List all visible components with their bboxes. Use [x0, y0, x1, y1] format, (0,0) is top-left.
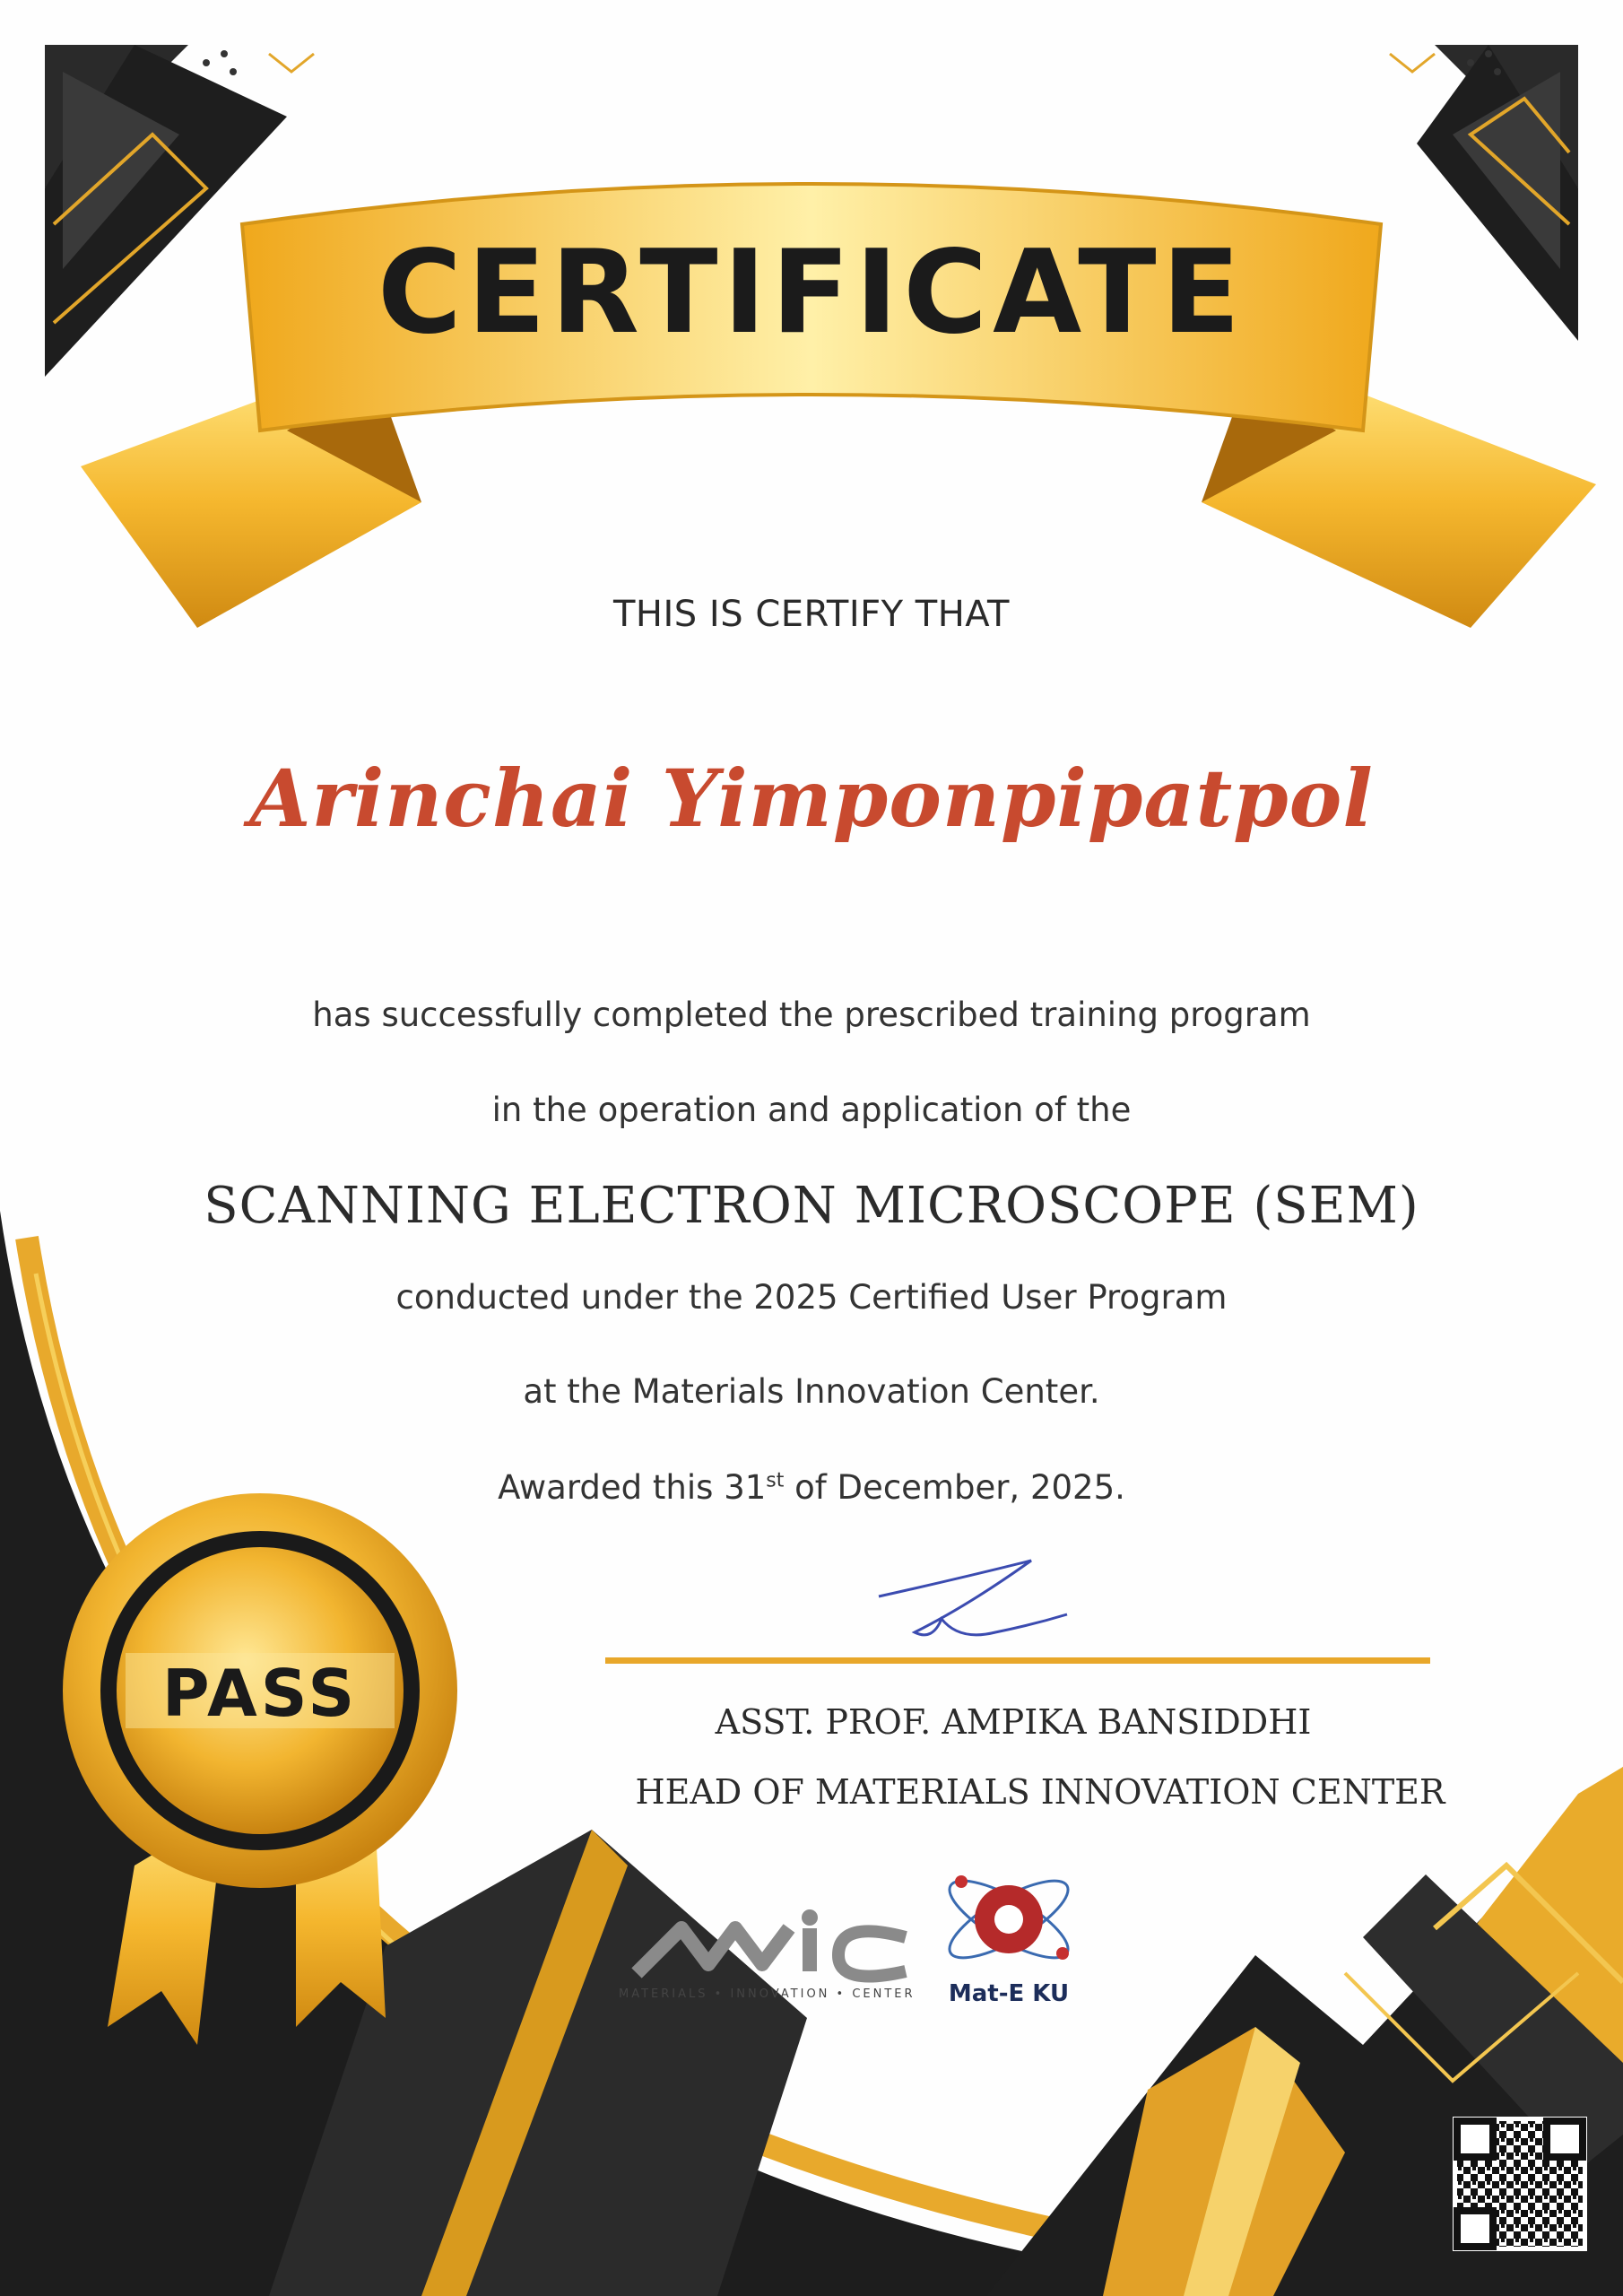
program-name: SCANNING ELECTRON MICROSCOPE (SEM) — [204, 1177, 1419, 1235]
body-line-1: has successfully completed the prescribed training program — [312, 996, 1311, 1034]
mate-ku-logo-icon — [940, 1867, 1078, 1972]
pass-seal-label: PASS — [161, 1656, 359, 1731]
award-date — [0, 1468, 1623, 1507]
signature-line — [605, 1657, 1430, 1664]
award-suffix: of December, 2025. — [784, 1468, 1125, 1507]
top-right-corner-ornament — [1390, 45, 1578, 341]
qr-code-icon — [1453, 2117, 1587, 2251]
certify-lead: THIS IS CERTIFY THAT — [613, 594, 1010, 635]
mate-ku-logo-label: Mat-E KU — [948, 1980, 1070, 2007]
award-prefix: Awarded this 31 — [498, 1468, 767, 1507]
recipient-name: Arinchai Yimponpipatpol — [249, 752, 1374, 845]
signer-name: ASST. PROF. AMPIKA BANSIDDHI — [715, 1702, 1312, 1742]
certificate-title: CERTIFICATE — [378, 226, 1245, 360]
signature-icon — [879, 1561, 1067, 1635]
body-line-3: conducted under the 2025 Certified User Program — [395, 1278, 1228, 1317]
award-ordinal: st — [766, 1469, 785, 1492]
mic-logo-subtitle: MATERIALS • INNOVATION • CENTER — [619, 1987, 916, 2001]
body-line-4: at the Materials Innovation Center. — [523, 1372, 1100, 1411]
signer-title: HEAD OF MATERIALS INNOVATION CENTER — [635, 1772, 1445, 1812]
body-line-2: in the operation and application of the — [491, 1091, 1132, 1129]
